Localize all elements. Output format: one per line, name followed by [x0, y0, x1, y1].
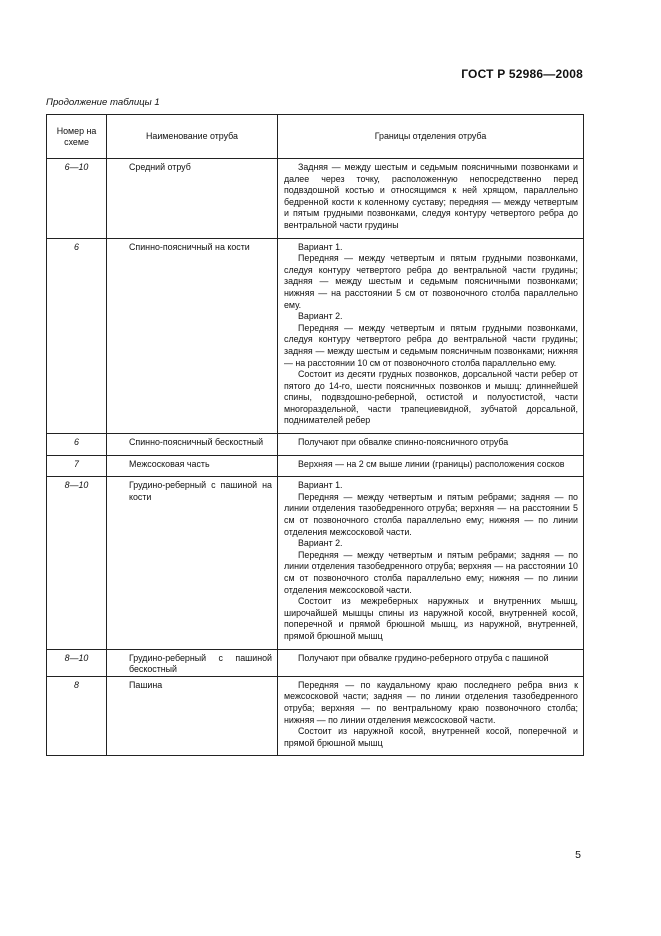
column-header-number: Номер на схеме	[47, 115, 107, 159]
boundary-paragraph: Вариант 2.	[298, 311, 343, 322]
table-row	[47, 649, 584, 676]
row-number: 8	[47, 676, 107, 756]
row-cut-name: Средний отруб	[107, 159, 278, 239]
boundary-paragraph: Состоит из межреберных наружных и внутренних мышц, широчайшей мышцы спины из наружной косой, внутренней косой, поперечной и прямой брюшной мышц, из наружной, внутренней, прямой брюшной мышц	[284, 596, 578, 641]
row-number: 6	[47, 238, 107, 434]
boundary-paragraph: Получают при обвалке грудино-реберного отруба с пашиной	[298, 652, 549, 663]
row-number: 8—10	[47, 649, 107, 676]
boundary-paragraph: Передняя — между четвертым и пятым грудными позвонками, следуя контуру четвертого ребра до вентральной части грудины; задняя — между шестым и седьмым поясничным позвонками; нижняя — на расстоянии 10 см от позвоночного столба параллельно ему.	[284, 322, 578, 368]
table-header-row	[47, 115, 584, 159]
row-number: 8—10	[47, 477, 107, 649]
document-standard-header: ГОСТ Р 52986—2008	[461, 67, 583, 81]
table-row	[47, 477, 584, 649]
row-cut-name: Межсосковая часть	[107, 455, 278, 477]
row-cut-name: Спинно-поясничный на кости	[107, 238, 278, 434]
row-boundaries	[278, 676, 584, 756]
row-boundaries	[278, 238, 584, 434]
row-boundaries	[278, 434, 584, 456]
table-row	[47, 238, 584, 434]
column-header-boundaries: Границы отделения отруба	[278, 115, 584, 159]
row-cut-name: Грудино-реберный с пашиной бескостный	[107, 649, 278, 676]
row-boundaries	[278, 159, 584, 239]
row-number: 6—10	[47, 159, 107, 239]
boundary-paragraph: Состоит из наружной косой, внутренней косой, поперечной и прямой брюшной мышц	[284, 726, 578, 748]
table-row	[47, 159, 584, 239]
boundary-paragraph: Получают при обвалке спинно-поясничного отруба	[298, 437, 509, 448]
boundary-paragraph: Верхняя — на 2 см выше линии (границы) расположения сосков	[298, 458, 565, 469]
boundary-paragraph: Вариант 1.	[298, 480, 343, 491]
boundary-paragraph: Задняя — между шестым и седьмым поясничными позвонками и далее через точку, расположенную непосредственно перед подвздошной костью и относящимся к ней хрящом, параллельно бедренной кости к коленному суставу; передняя — между четвертым и пятым грудными позвонками, следуя контуру четвертого ребра до вентральной части грудины	[284, 162, 578, 230]
cuts-table	[46, 114, 584, 756]
boundary-paragraph: Вариант 1.	[298, 241, 343, 252]
page-number: 5	[575, 849, 581, 861]
table-row	[47, 434, 584, 456]
boundary-paragraph: Передняя — между четвертым и пятым грудными позвонками, следуя контуру четвертого ребра до вентральной части грудины; задняя — между шестым и седьмым поясничными позвонками; нижняя — на расстоянии 5 см от позвоночного столба параллельно ему.	[284, 253, 578, 310]
column-header-name: Наименование отруба	[107, 115, 278, 159]
boundary-paragraph: Передняя — между четвертым и пятым ребрами; задняя — по линии отделения тазобедренного отруба; верхняя — на расстоянии 5 см от позвоночного столба параллельно ему; нижняя — по линии отделения межсосковой части.	[284, 491, 578, 537]
row-boundaries	[278, 477, 584, 649]
boundary-paragraph: Передняя — между четвертым и пятым ребрами; задняя — по линии отделения тазобедренного отруба; верхняя — на расстоянии 10 см от позвоночного столба параллельно ему; нижняя — по линии отделения межсосковой части.	[284, 549, 578, 595]
table-row	[47, 455, 584, 477]
row-boundaries	[278, 455, 584, 477]
table-continuation-title: Продолжение таблицы 1	[46, 97, 160, 108]
table-row	[47, 676, 584, 756]
boundary-paragraph: Передняя — по каудальному краю последнего ребра вниз к межсосковой части; задняя — по линии отделения тазобедренного отруба; верхняя — по вентральному краю позвоночного столба; нижняя — по линии отделения межсосковой части.	[284, 679, 578, 725]
row-cut-name: Грудино-реберный с пашиной на кости	[107, 477, 278, 649]
row-boundaries	[278, 649, 584, 676]
boundary-paragraph: Состоит из десяти грудных позвонков, дорсальной части ребер от пятого до 14-го, шести поясничных позвонков и мышц: длиннейшей спины, подвздошно-реберной, остистой и полуостистой, части многораздельной, части трапециевидной, зубчатой дорсальной, поднимателей ребер	[284, 369, 578, 426]
row-number: 7	[47, 455, 107, 477]
row-cut-name: Пашина	[107, 676, 278, 756]
row-cut-name: Спинно-поясничный бескостный	[107, 434, 278, 456]
boundary-paragraph: Вариант 2.	[298, 538, 343, 549]
row-number: 6	[47, 434, 107, 456]
